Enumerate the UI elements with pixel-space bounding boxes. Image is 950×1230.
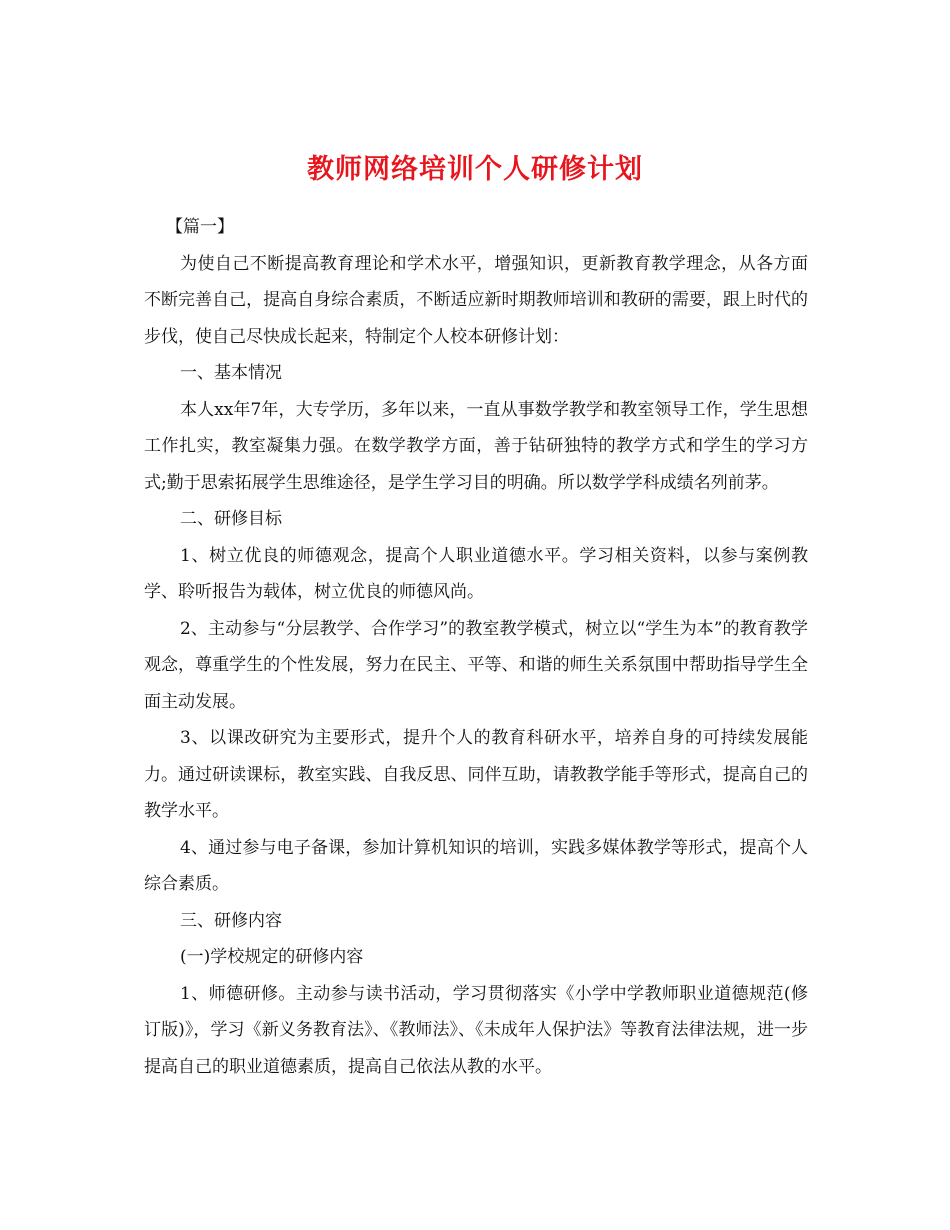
content-item-1: 1、师德研修。主动参与读书活动，学习贯彻落实《小学中学教师职业道德规范(修订版)》，学习《新义务教育法》、《教师法》、《未成年人保护法》等教育法律法规，进一步提高自己的职业道德素质，提高自己依法从教的水平。 bbox=[144, 983, 808, 1077]
basic-situation-paragraph: 本人xx年7年，大专学历，多年以来，一直从事数学教学和教室领导工作，学生思想工作扎实，教室凝集力强。在数学教学方面，善于钻研独特的教学方式和学生的学习方式;勤于思索拓展学生思维途径，是学生学习目的明确。所以数学学科成绩名列前茅。 bbox=[144, 399, 808, 493]
goal-item-4: 4、通过参与电子备课，参加计算机知识的培训，实践多媒体教学等形式，提高个人综合素质。 bbox=[144, 837, 808, 894]
subheading-school-content: (一)学校规定的研修内容 bbox=[180, 947, 364, 967]
heading-basic-situation: 一、基本情况 bbox=[180, 363, 282, 383]
document-title: 教师网络培训个人研修计划 bbox=[307, 154, 643, 186]
goal-item-1: 1、树立优良的师德观念，提高个人职业道德水平。学习相关资料，以参与案例教学、聆听报告为载体，树立优良的师德风尚。 bbox=[144, 545, 808, 602]
goal-item-2: 2、主动参与“分层教学、合作学习”的教室教学模式，树立以“学生为本”的教育教学观念，尊重学生的个性发展，努力在民主、平等、和谐的师生关系氛围中帮助指导学生全面主动发展。 bbox=[144, 618, 808, 712]
goal-item-3: 3、以课改研究为主要形式，提升个人的教育科研水平，培养自身的可持续发展能力。通过研读课标，教室实践、自我反思、同伴互助，请教教学能手等形式，提高自己的教学水平。 bbox=[144, 728, 808, 821]
heading-study-goals: 二、研修目标 bbox=[180, 509, 282, 529]
section-label-part-one: 【篇一】 bbox=[166, 217, 234, 237]
heading-study-content: 三、研修内容 bbox=[180, 910, 282, 931]
intro-paragraph: 为使自己不断提高教育理论和学术水平，增强知识，更新教育教学理念，从各方面不断完善自己，提高自身综合素质，不断适应新时期教师培训和教研的需要，跟上时代的步伐，使自己尽快成长起来，特制定个人校本研修计划： bbox=[144, 253, 808, 347]
document-body bbox=[144, 209, 808, 1085]
